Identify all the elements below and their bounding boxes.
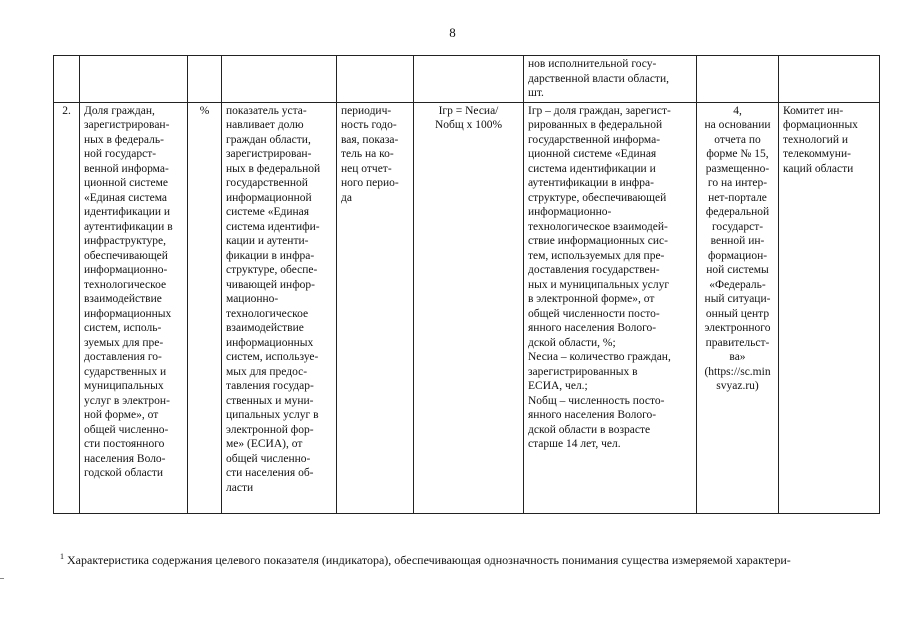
cell-indicators: Iгр – доля граждан, зарегист- рированных в федеральной государственной информа- ционной системе «Единая система идентификации и аутентификации в инфра- структуре, обеспечивающей информационно- технологическое взаимодей- ствие информационных сис- тем, используемых для пре- доставления государствен- ных и муниципальных услуг в электронной форме», от общей численности посто- янного населения Волого- дской области, %; Nесиа – количество граждан, зарегистрированных в ЕСИА, чел.; Nобщ – численность посто- янного населения Волого- дской области в возрасте старше 14 лет, чел.	[524, 102, 697, 513]
cell-empty	[222, 56, 337, 103]
table-row	[54, 102, 880, 513]
footnote-mark: 1	[60, 552, 64, 561]
table-row-continued	[54, 56, 880, 103]
cell-source: 4, на основании отчета по форме № 15, размещенно- го на интер- нет-портале федеральной государст- венной ин- формацион- ной системы «Федераль- ный ситуаци- онный центр электронного правительст- ва» (https://sc.min svyaz.ru)	[697, 102, 779, 513]
cell-formula: Iгр = Nесиа/ Nобщ х 100%	[414, 102, 524, 513]
cell-indicator-name: Доля граждан, зарегистрирован- ных в федераль- ной государст- венной информа- ционной системе «Единая система идентификации и аутентификации в инфраструктуре, обеспечивающей информационно- технологическое взаимодействие информационных систем, исполь- зуемых для пре- доставления го- сударственных и муниципальных услуг в электрон- ной форме», от общей численно- сти постоянного населения Воло- годской области	[80, 102, 188, 513]
indicator-table	[53, 55, 880, 514]
cell-empty	[779, 56, 880, 103]
cell-continued-text: нов исполнительной госу- дарственной власти области, шт.	[524, 56, 697, 103]
footnote	[60, 552, 880, 568]
cell-empty	[337, 56, 414, 103]
cell-empty	[697, 56, 779, 103]
cell-empty	[54, 56, 80, 103]
cell-periodicity: периодич- ность годо- вая, показа- тель на ко- нец отчет- ного перио- да	[337, 102, 414, 513]
cell-responsible: Комитет ин- формационных технологий и телекоммуни- каций области	[779, 102, 880, 513]
cell-unit: %	[188, 102, 222, 513]
cell-characteristic: показатель уста- навливает долю граждан области, зарегистрирован- ных в федеральной государственной информационной системе «Единая система идентифи- кации и аутенти- фикации в инфра- структуре, обеспе- чивающей инфор- мационно- технологическое взаимодействие информационных систем, используе- мых для предос- тавления государ- ственных и муни- ципальных услуг в электронной фор- ме» (ЕСИА), от общей численно- сти населения об- ласти	[222, 102, 337, 513]
cell-number: 2.	[54, 102, 80, 513]
cell-empty	[414, 56, 524, 103]
cell-empty	[80, 56, 188, 103]
footnote-text: Характеристика содержания целевого показателя (индикатора), обеспечивающая однозначность понимания существа измеряемой характери-	[67, 553, 791, 567]
cell-empty	[188, 56, 222, 103]
page-number: 8	[449, 25, 456, 40]
scan-edge-mark	[0, 578, 4, 579]
